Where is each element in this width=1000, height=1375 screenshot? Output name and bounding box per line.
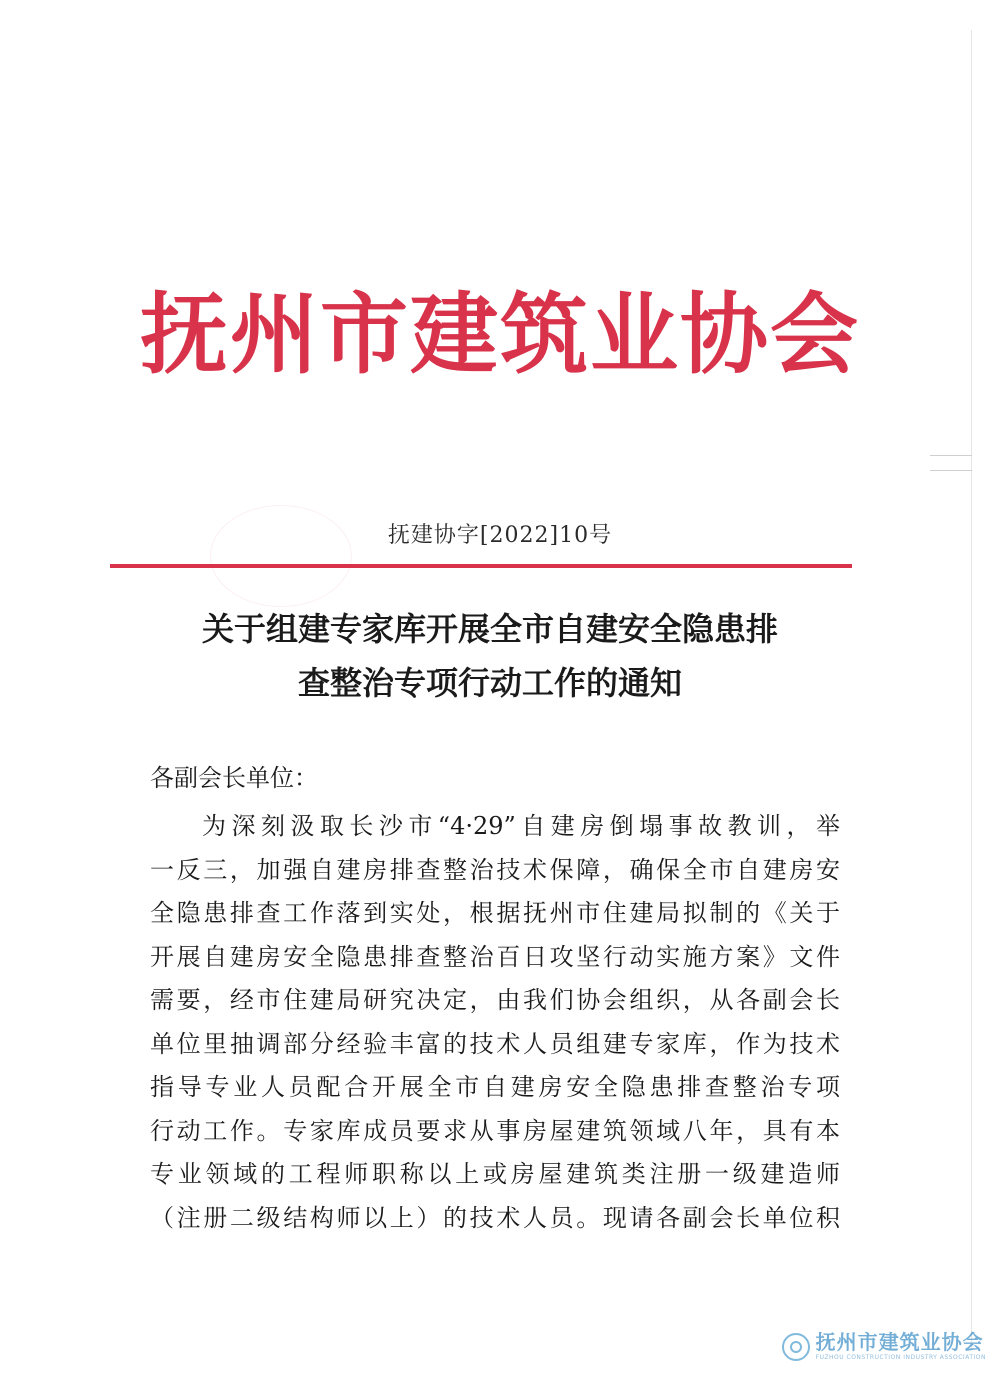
scan-mark (930, 455, 972, 471)
document-number: 抚建协字[2022]10号 (387, 523, 613, 548)
letterhead-org-name: 抚州市建筑业协会 (139, 283, 860, 386)
salutation: 各副会长单位： (150, 764, 318, 792)
watermark-text (816, 1332, 986, 1361)
document-title (140, 602, 840, 710)
body-paragraph (150, 805, 840, 1240)
red-divider-line (110, 564, 852, 568)
body-line: 需要，经市住建局研究决定，由我们协会组织，从各副会长 (150, 986, 840, 1014)
body-line: 全隐患排查工作落到实处，根据抚州市住建局拟制的《关于 (150, 899, 840, 927)
watermark-subtitle: FUZHOU CONSTRUCTION INDUSTRY ASSOCIATION (815, 1354, 986, 1361)
body-line: 一反三，加强自建房排查整治技术保障，确保全市自建房安 (150, 855, 840, 884)
body-line: （注册二级结构师以上）的技术人员。现请各副会长单位积 (150, 1203, 840, 1232)
body-line: 开展自建房安全隐患排查整治百日攻坚行动实施方案》文件 (150, 942, 840, 971)
body-line: 为深刻汲取长沙市“4·29”自建房倒塌事故教训，举 (202, 812, 840, 840)
watermark-name: 抚州市建筑业协会 (815, 1330, 984, 1354)
association-logo-icon (782, 1333, 810, 1361)
body-line: 行动工作。专家库成员要求从事房屋建筑领域八年，具有本 (150, 1116, 840, 1145)
body-line: 单位里抽调部分经验丰富的技术人员组建专家库，作为技术 (150, 1029, 840, 1058)
corner-watermark (782, 1332, 986, 1361)
title-line: 查整治专项行动工作的通知 (297, 664, 682, 702)
body-line: 专业领域的工程师职称以上或房屋建筑类注册一级建造师 (150, 1160, 840, 1188)
title-line: 关于组建专家库开展全市自建安全隐患排 (201, 610, 778, 648)
body-line: 指导专业人员配合开展全市自建房安全隐患排查整治专项 (150, 1073, 840, 1101)
scan-edge-line (971, 30, 972, 1350)
